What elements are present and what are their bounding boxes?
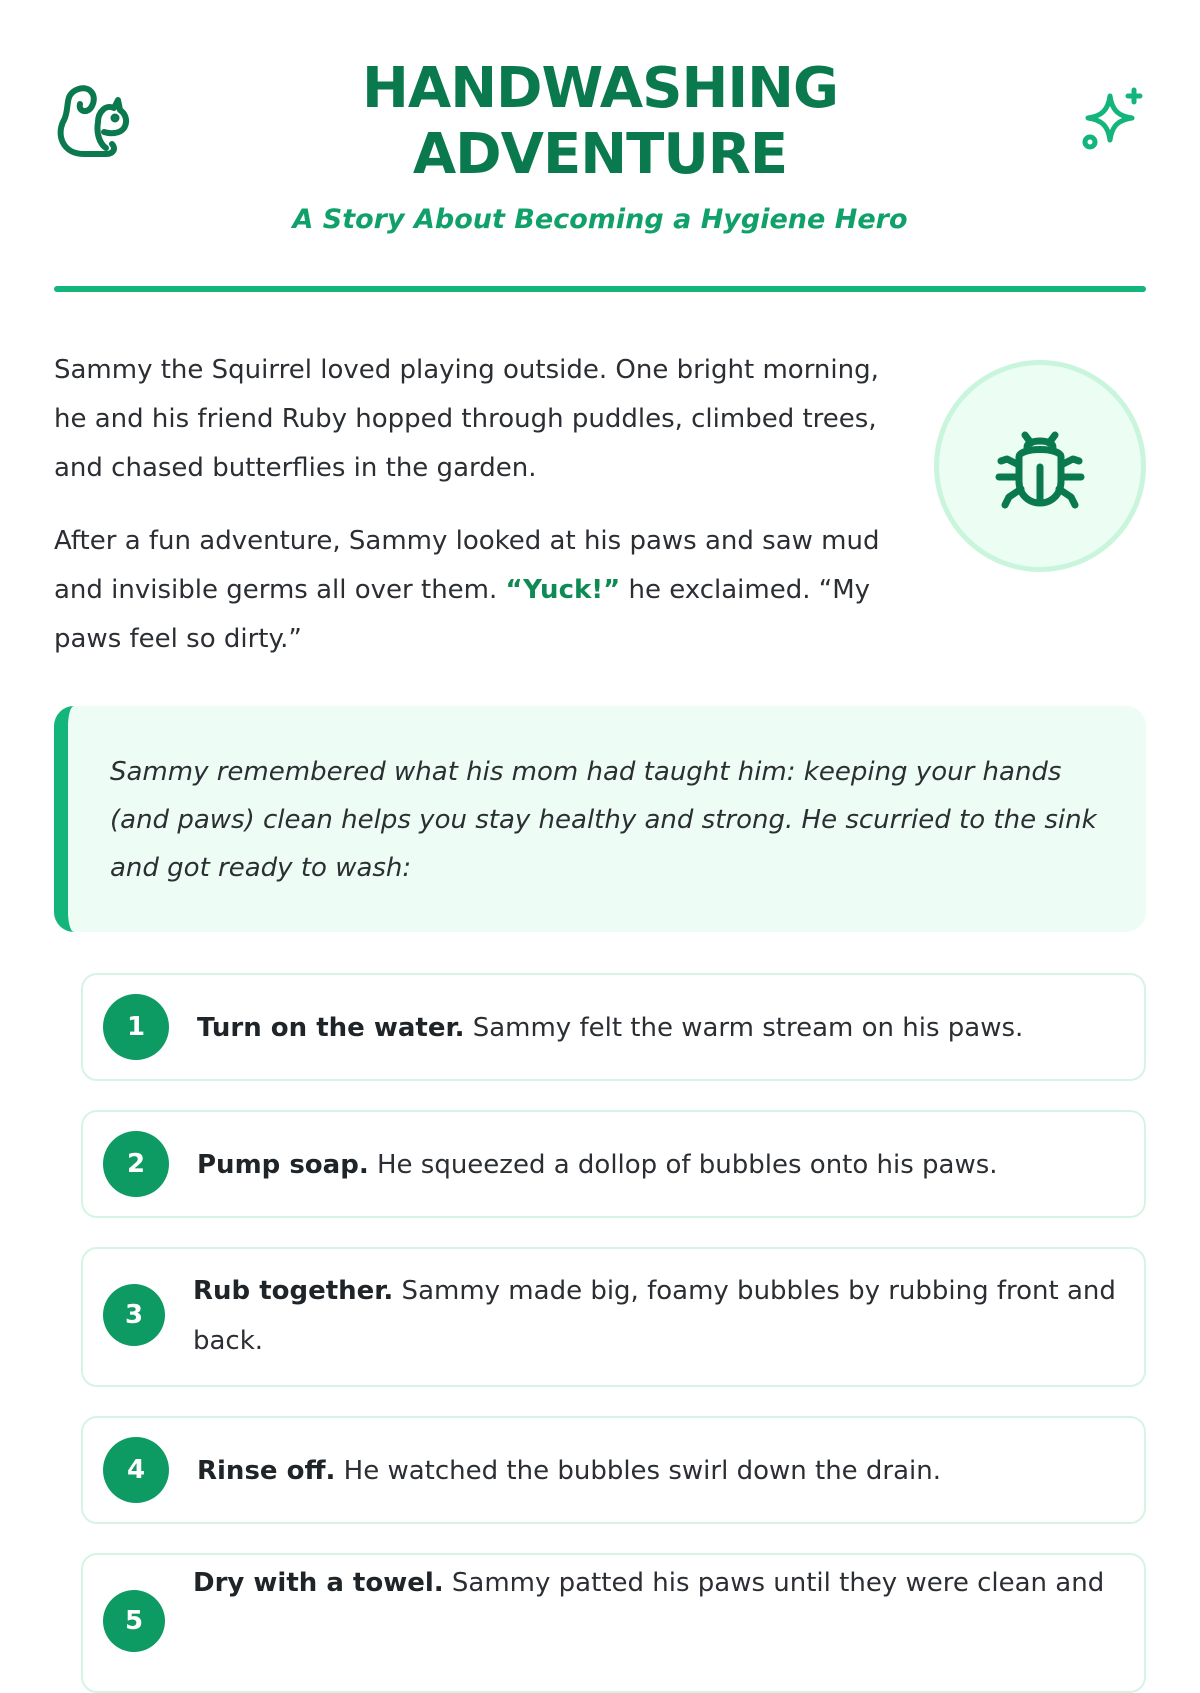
story-header	[54, 0, 1146, 295]
step-description: Sammy made big, foamy bubbles by rubbing front and back.	[193, 1276, 1116, 1356]
header-divider	[54, 286, 1146, 292]
story-intro	[54, 346, 894, 688]
intro-paragraph-2-end: he exclaimed. “My paws feel so dirty.”	[54, 575, 871, 654]
step-description: He squeezed a dollop of bubbles onto his paws.	[368, 1150, 998, 1180]
step-number-badge: 5	[103, 1590, 165, 1652]
yuck-highlight: “Yuck!”	[505, 575, 621, 605]
step-card-5	[81, 1553, 1146, 1693]
step-card-4	[81, 1416, 1146, 1524]
page-subtitle: A Story About Becoming a Hygiene Hero	[292, 204, 908, 235]
step-title: Turn on the water.	[197, 1013, 465, 1043]
step-title: Rinse off.	[197, 1456, 336, 1486]
germ-badge	[934, 360, 1146, 572]
step-number-badge: 4	[103, 1437, 169, 1503]
step-description: Sammy patted his paws until they were clean and	[443, 1568, 1105, 1598]
story-callout	[54, 706, 1146, 932]
title-line-1: HANDWASHING	[361, 56, 839, 121]
step-description: He watched the bubbles swirl down the drain.	[335, 1456, 942, 1486]
intro-paragraph-2-start: After a fun adventure, Sammy looked at his paws and saw mud and invisible germs all over them.	[54, 526, 880, 605]
step-card-1	[81, 973, 1146, 1081]
step-text	[197, 1446, 1127, 1496]
step-text	[197, 1140, 1127, 1190]
callout-text: Sammy remembered what his mom had taught him: keeping your hands (and paws) clean helps you stay healthy and strong. He scurried to the sink and got ready to wash:	[110, 757, 1097, 883]
bug-icon	[991, 417, 1089, 515]
step-text	[197, 1003, 1127, 1053]
step-card-3	[81, 1247, 1146, 1387]
step-text	[193, 1558, 1128, 1608]
step-number-badge: 3	[103, 1284, 165, 1346]
step-title: Pump soap.	[197, 1150, 369, 1180]
page-title	[204, 56, 996, 188]
sparkles-icon	[1080, 86, 1146, 152]
step-text	[193, 1266, 1128, 1366]
squirrel-icon	[54, 82, 134, 162]
step-card-2	[81, 1110, 1146, 1218]
title-line-2: ADVENTURE	[412, 122, 788, 187]
step-title: Dry with a towel.	[193, 1568, 444, 1598]
step-description: Sammy felt the warm stream on his paws.	[464, 1013, 1024, 1043]
intro-paragraph-2	[54, 517, 894, 664]
step-number-badge: 1	[103, 994, 169, 1060]
step-title: Rub together.	[193, 1276, 394, 1306]
step-number-badge: 2	[103, 1131, 169, 1197]
intro-paragraph-1: Sammy the Squirrel loved playing outside. One bright morning, he and his friend Ruby hopped through puddles, climbed trees, and chased butterflies in the garden.	[54, 355, 879, 483]
